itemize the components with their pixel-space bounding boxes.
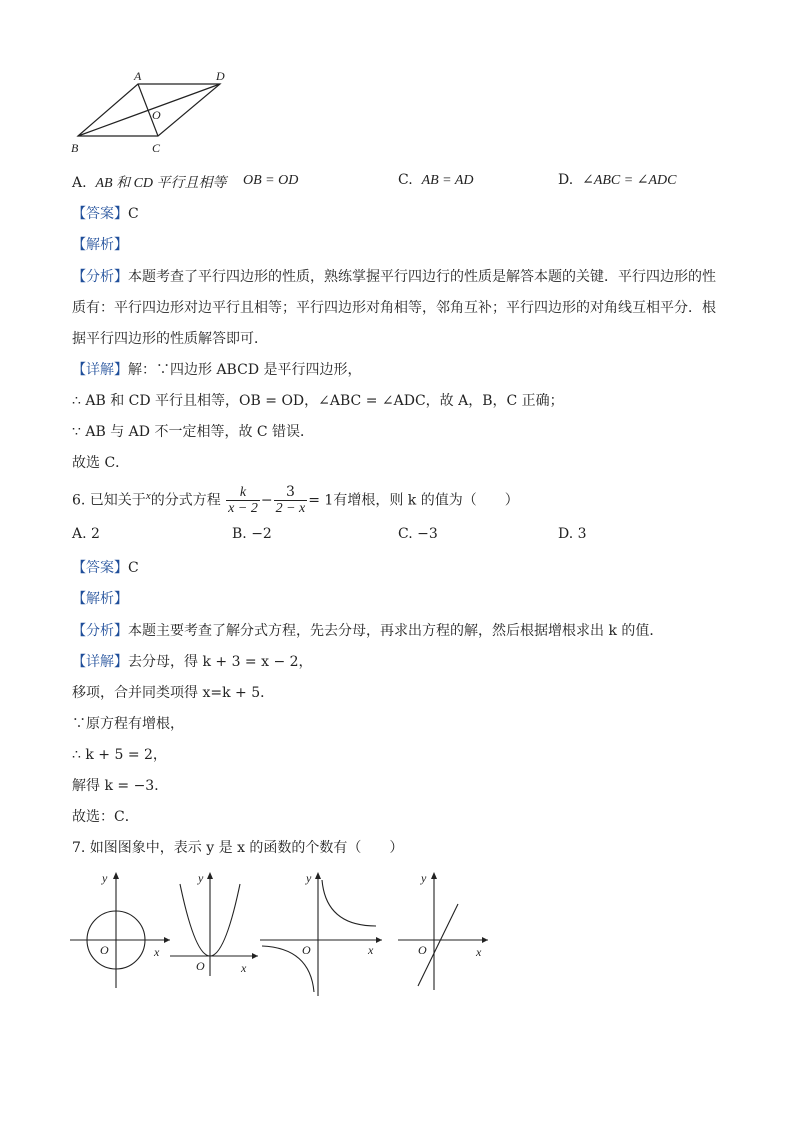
q5-fenxi-line1: 【分析】本题考查了平行四边形的性质，熟练掌握平行四边行的性质是解答本题的关键．平行四边形的性	[72, 269, 716, 285]
svg-text:x: x	[241, 961, 247, 975]
q6-option-d: D. 3	[558, 526, 587, 542]
q6-detail-line1: 【详解】去分母，得 k + 3 = x − 2，	[72, 654, 313, 670]
q6-option-c: C. −3	[398, 526, 438, 542]
graph-line	[396, 868, 492, 992]
q5-detail-line3: ∵ AB 与 AD 不一定相等，故 C 错误．	[72, 424, 315, 440]
q6-answer: 【答案】C	[72, 560, 139, 576]
graph-hyperbola	[256, 868, 386, 998]
graph-parabola	[168, 868, 260, 978]
q6-option-a: A. 2	[72, 526, 100, 542]
svg-text:O: O	[196, 959, 205, 973]
q5-detail-line2: ∴ AB 和 CD 平行且相等，OB = OD，∠ABC = ∠ADC，故 A，B，C 正确；	[72, 393, 564, 409]
q5-analysis-tag: 【解析】	[72, 237, 128, 253]
q5-option-d: D. ∠ABC = ∠ADC	[558, 172, 677, 188]
label-A: A	[134, 69, 142, 83]
q5-conclusion: 故选 C．	[72, 455, 130, 471]
q6-conclusion: 故选：C．	[72, 809, 139, 825]
graph-circle	[66, 868, 176, 990]
svg-text:y: y	[306, 871, 312, 885]
q5-option-c: C. AB = AD	[398, 172, 474, 188]
q6-fenxi: 【分析】本题主要考查了解分式方程，先去分母，再求出方程的解，然后根据增根求出 k 的值．	[72, 623, 664, 639]
q6-stem: 6. 已知关于$^x$的分式方程 $\frac{k}{x - 2}$ − $\frac{3}{2 - x}$ = 1有增根，则 k 的值为（ ）	[72, 484, 519, 517]
q6-detail-line2: 移项，合并同类项得 x=k + 5．	[72, 685, 275, 701]
q6-detail-line4: ∴ k + 5 = 2，	[72, 747, 167, 763]
q5-fenxi-line2: 质有：平行四边形对边平行且相等；平行四边形对角相等，邻角互补；平行四边形的对角线互相平分．根	[72, 300, 716, 316]
q5-option-a: A. AB 和 CD 平行且相等	[72, 175, 227, 191]
svg-text:O: O	[302, 943, 311, 957]
q6-option-b: B. −2	[232, 526, 272, 542]
origin-label: O	[100, 943, 109, 957]
q6-fraction-1: $\frac{k}{x - 2}$	[228, 485, 258, 517]
label-D: D	[216, 69, 225, 83]
label-O: O	[152, 108, 161, 122]
svg-text:x: x	[368, 943, 374, 957]
y-label: y	[102, 871, 108, 885]
answer-tag: 【答案】	[72, 206, 128, 222]
parallelogram-figure	[60, 62, 240, 162]
svg-text:y: y	[198, 871, 204, 885]
q6-analysis-tag: 【解析】	[72, 591, 128, 607]
svg-text:x: x	[476, 945, 482, 959]
label-B: B	[71, 141, 79, 155]
x-label: x	[154, 945, 160, 959]
svg-text:O: O	[418, 943, 427, 957]
q5-option-b: OB = OD	[243, 173, 299, 188]
q6-fraction-2: $\frac{3}{2 - x}$	[275, 484, 306, 517]
q6-detail-line3: ∵原方程有增根，	[72, 716, 184, 732]
q5-fenxi-line3: 据平行四边形的性质解答即可．	[72, 331, 268, 347]
q5-answer: 【答案】C	[72, 206, 139, 222]
q6-detail-line5: 解得 k = −3．	[72, 778, 169, 794]
q5-detail-line1: 【详解】解：∵四边形 ABCD 是平行四边形，	[72, 362, 362, 378]
svg-text:y: y	[421, 871, 427, 885]
q7-stem: 7. 如图图象中，表示 y 是 x 的函数的个数有（ ）	[72, 840, 404, 856]
label-C: C	[152, 141, 161, 155]
